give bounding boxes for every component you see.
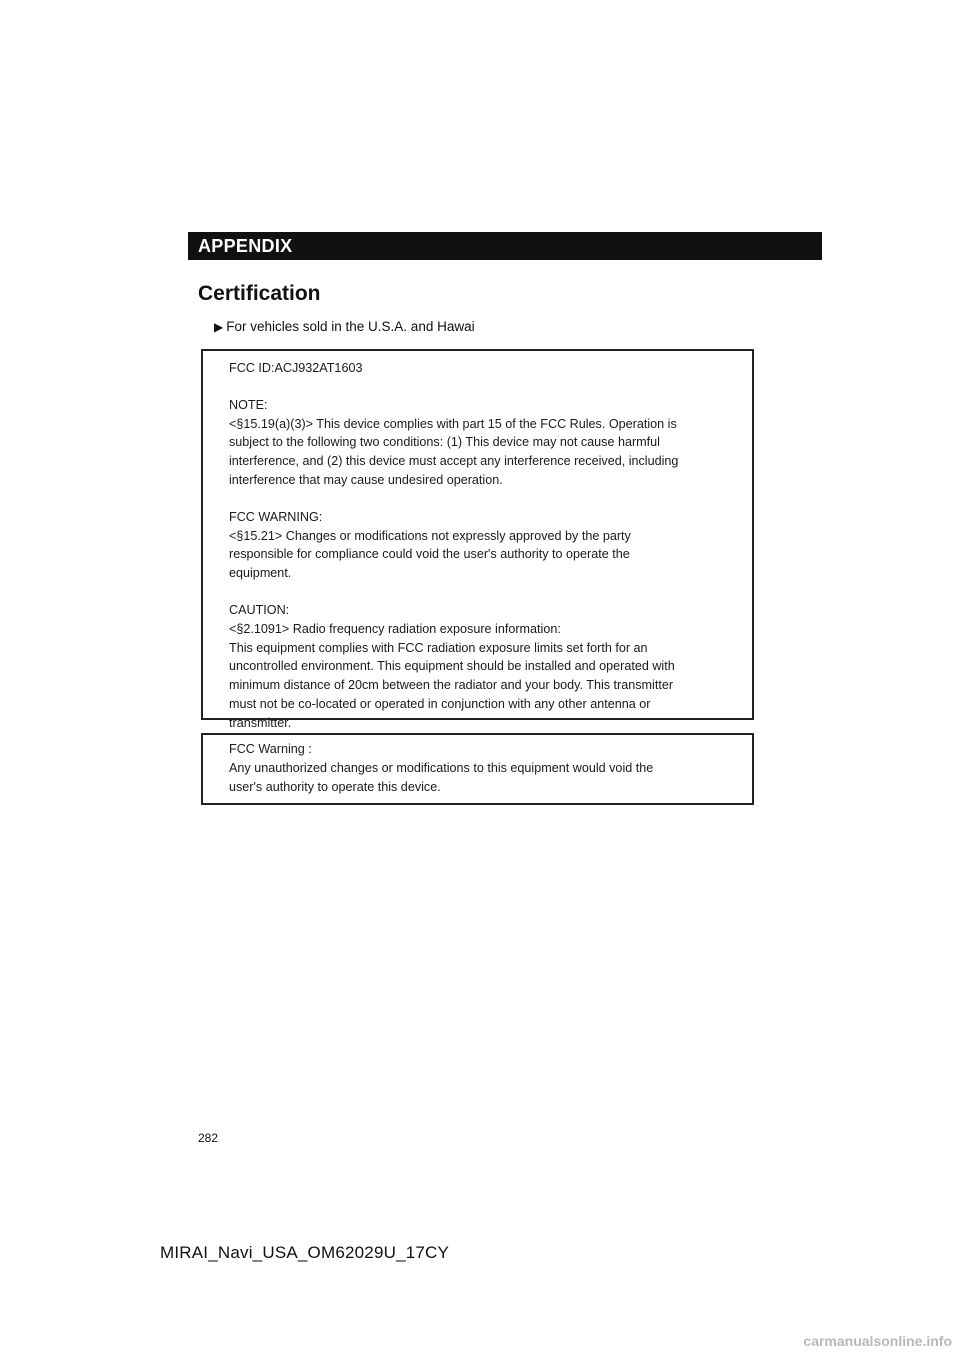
fcc-warning-heading: FCC WARNING:: [229, 509, 323, 524]
note-heading: NOTE:: [229, 397, 268, 412]
fcc-warning-box: [201, 733, 754, 805]
note-text: <§15.19(a)(3)> This device complies with part 15 of the FCC Rules. Operation is subject to the following two conditions: (1) This device may not cause harmful interference, and (2) this device must accept any interference received, including interference that may cause undesired operation.: [229, 416, 679, 487]
section-header-bar: APPENDIX: [188, 232, 822, 260]
document-code: MIRAI_Navi_USA_OM62029U_17CY: [160, 1243, 450, 1262]
page-title: Certification: [198, 282, 321, 305]
fcc-id: FCC ID:ACJ932AT1603: [229, 361, 363, 375]
region-note-text: For vehicles sold in the U.S.A. and Hawai: [226, 319, 475, 334]
watermark: carmanualsonline.info: [803, 1333, 952, 1349]
fcc-warning-text: <§15.21> Changes or modifications not expressly approved by the party responsible for compliance could void the user's authority to operate the equipment.: [229, 528, 631, 581]
fcc-certification-box: [201, 349, 754, 730]
caution-heading: CAUTION:: [229, 602, 290, 617]
caution-text: <§2.1091> Radio frequency radiation exposure information: This equipment complies with FCC radiation exposure limits set forth for an uncontrolled environment. This equipment should be installed and operated with minimum distance of 20cm between the radiator and your body. This transmitter must not be co-located or operated in conjunction with any other antenna or transmitter.: [229, 621, 675, 730]
triangle-marker-icon: ▶: [214, 320, 224, 334]
fcc-warning-box-text: Any unauthorized changes or modifications to this equipment would void the user's authority to operate this device.: [229, 760, 654, 794]
fcc-warning-box-heading: FCC Warning :: [229, 742, 312, 756]
region-note: [214, 319, 475, 334]
page-number: 282: [198, 1131, 219, 1145]
